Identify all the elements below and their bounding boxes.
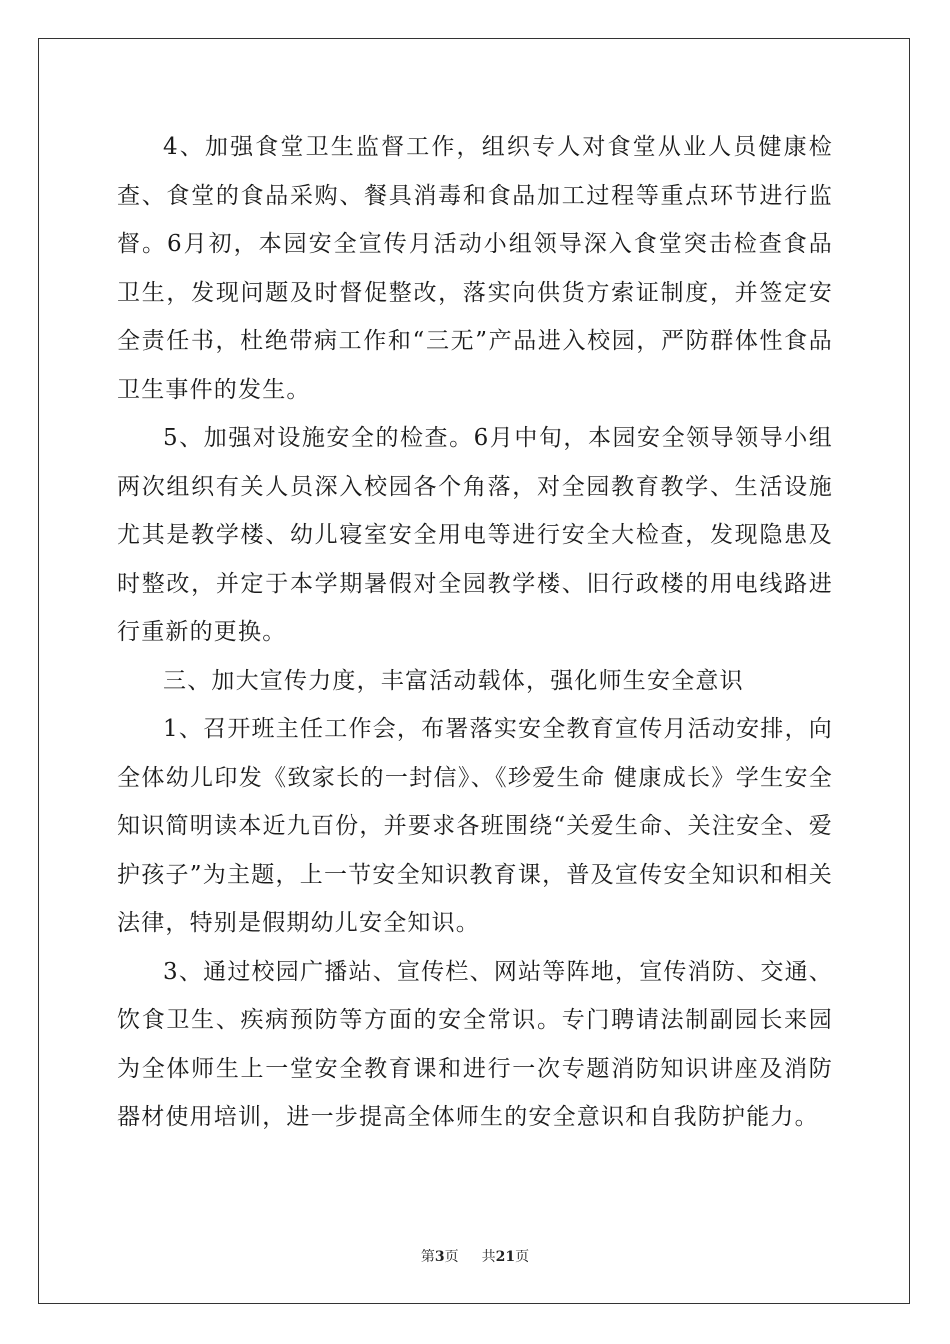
document-body bbox=[117, 123, 833, 1142]
paragraph-4-canteen: 4、加强食堂卫生监督工作，组织专人对食堂从业人员健康检查、食堂的食品采购、餐具消毒和食品加工过程等重点环节进行监督。6月初，本园安全宣传月活动小组领导深入食堂突击检查食品卫生，发现问题及时督促整改，落实向供货方索证制度，并签定安全责任书，杜绝带病工作和“三无”产品进入校园，严防群体性食品卫生事件的发生。 bbox=[117, 134, 833, 403]
total-pages: 21 bbox=[495, 1249, 516, 1265]
page-number: 3 bbox=[434, 1249, 445, 1265]
paragraph-5-facilities: 5、加强对设施安全的检查。6月中旬，本园安全领导领导小组两次组织有关人员深入校园各个角落，对全园教育教学、生活设施尤其是教学楼、幼儿寝室安全用电等进行安全大检查，发现隐患及时整改，并定于本学期暑假对全园教学楼、旧行政楼的用电线路进行重新的更换。 bbox=[117, 425, 833, 645]
page-suffix: 页 bbox=[444, 1249, 459, 1265]
total-suffix: 页 bbox=[515, 1249, 530, 1265]
paragraph-1-meeting: 1、召开班主任工作会，布署落实安全教育宣传月活动安排，向全体幼儿印发《致家长的一封信》、《珍爱生命 健康成长》学生安全知识简明读本近九百份，并要求各班围绕“关爱生命、关注安全、爱护孩子”为主题，上一节安全知识教育课，普及宣传安全知识和相关法律，特别是假期幼儿安全知识。 bbox=[117, 716, 833, 936]
total-prefix: 共 bbox=[481, 1249, 496, 1265]
page-prefix: 第 bbox=[420, 1249, 435, 1265]
page-footer bbox=[0, 1246, 950, 1266]
paragraph-3-publicity: 3、通过校园广播站、宣传栏、网站等阵地，宣传消防、交通、饮食卫生、疾病预防等方面的安全常识。专门聘请法制副园长来园为全体师生上一堂安全教育课和进行一次专题消防知识讲座及消防器材使用培训，进一步提高全体师生的安全意识和自我防护能力。 bbox=[117, 958, 833, 1130]
section-heading-3: 三、加大宣传力度，丰富活动载体，强化师生安全意识 bbox=[163, 667, 744, 694]
